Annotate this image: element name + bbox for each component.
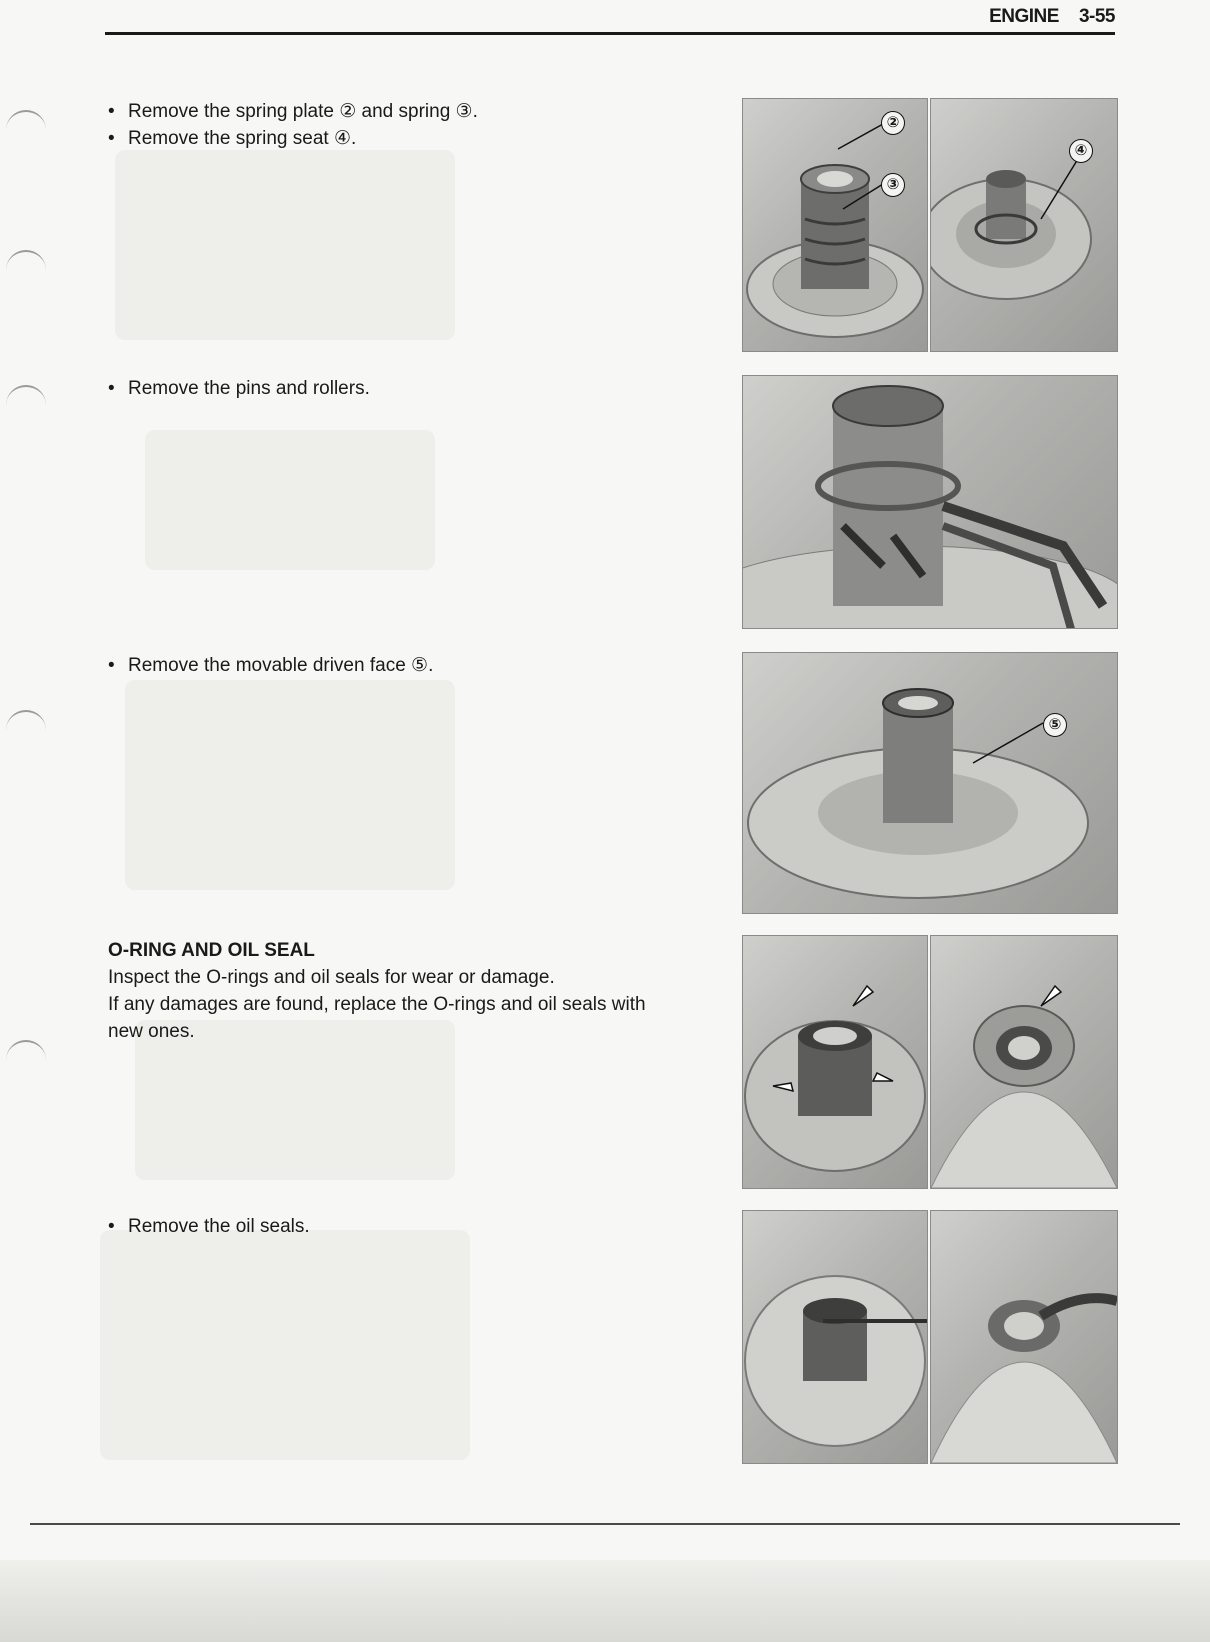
photo-oil-seal-face xyxy=(930,935,1118,1189)
photo-seal-removal-face xyxy=(930,1210,1118,1464)
photo-movable-face xyxy=(742,652,1118,914)
pliers-illustration xyxy=(743,376,1117,628)
header-page-number: 3-55 xyxy=(1078,6,1115,27)
pulley-illustration xyxy=(743,1211,927,1463)
pulley-illustration xyxy=(743,653,1117,913)
section-body-line: If any damages are found, replace the O-rings and oil seals with xyxy=(108,994,646,1015)
step-line: • Remove the pins and rollers. xyxy=(108,375,370,402)
photo-spring-seat xyxy=(930,98,1118,352)
arrow-icon xyxy=(1041,986,1061,1006)
face-illustration xyxy=(931,936,1117,1188)
header-section: ENGINE xyxy=(989,6,1059,27)
pulley-illustration xyxy=(743,936,927,1188)
step-line: • Remove the spring seat ④. xyxy=(108,125,478,152)
callout-5: ⑤ xyxy=(1043,713,1067,737)
step-line: • Remove the oil seals. xyxy=(108,1213,310,1240)
section-body-line: new ones. xyxy=(108,1021,195,1042)
step-movable-face xyxy=(108,652,433,679)
page-header xyxy=(105,0,1115,35)
arrow-icon xyxy=(853,986,873,1006)
header-text xyxy=(989,6,1115,28)
step-spring-removal xyxy=(108,98,478,152)
scan-shadow xyxy=(0,1560,1210,1642)
photo-pins-rollers xyxy=(742,375,1118,629)
bleed-through-image xyxy=(100,1230,470,1460)
step-line: • Remove the spring plate ② and spring ③. xyxy=(108,98,478,125)
oring-section xyxy=(108,937,646,1045)
step-oil-seals xyxy=(108,1213,310,1240)
pulley-illustration xyxy=(931,99,1117,351)
section-body-line: Inspect the O-rings and oil seals for wear or damage. xyxy=(108,967,555,988)
bleed-through-image xyxy=(115,150,455,340)
footer-rule xyxy=(30,1523,1180,1525)
step-line: • Remove the movable driven face ⑤. xyxy=(108,652,433,679)
bleed-through-image xyxy=(125,680,455,890)
callout-2: ② xyxy=(881,111,905,135)
face-illustration xyxy=(931,1211,1117,1463)
photo-seal-removal-inner xyxy=(742,1210,928,1464)
callout-3: ③ xyxy=(881,173,905,197)
callout-4: ④ xyxy=(1069,139,1093,163)
section-title: O-RING AND OIL SEAL xyxy=(108,940,315,961)
photo-orings-inner xyxy=(742,935,928,1189)
photo-spring-plate xyxy=(742,98,928,352)
bleed-through-image xyxy=(145,430,435,570)
pulley-illustration xyxy=(743,99,927,351)
step-pins-rollers xyxy=(108,375,370,402)
